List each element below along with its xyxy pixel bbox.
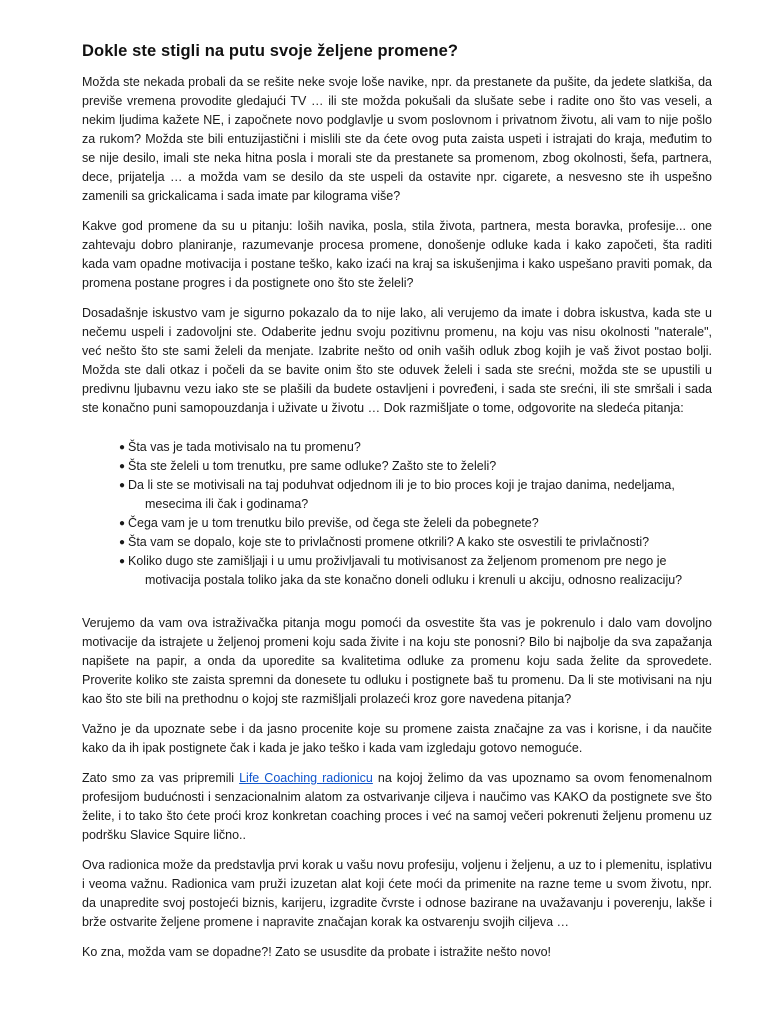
bullet-icon: ● — [119, 480, 126, 491]
page-title: Dokle ste stigli na putu svoje željene promene? — [82, 42, 459, 60]
paragraph-8: Ko zna, možda vam se dopadne?! Zato se ususdite da probate i istražite nešto novo! — [82, 945, 552, 959]
list-item: ● Koliko dugo ste zamišljaji i u umu proživljavali tu motivisanost za željenom promenom pre nego je motivacija postala toliko jaka da ste konačno doneli odluku i krenuli u akciju, odnosno realizaciju? — [119, 554, 683, 587]
paragraph-7: Ova radionica može da predstavlja prvi korak u vašu novu profesiju, voljenu i željenu, a uz to i plemenitu, isplativu i veoma važnu. Radionica vam pruži izuzetan alat koji ćete moći da primenite na razne teme u svom životu, npr. da unapredite svoj postojeći biznis, karijeru, izgradite čvrste i odnose bazirane na uvažavanju i poverenju, lakše i brže ostvarite željene promene i napravite značajan korak ka ostvarenju svojih ciljeva … — [82, 858, 712, 929]
paragraph-2: Kakve god promene da su u pitanju: loših navika, posla, stila života, partnera, mesta boravka, profesije... one zahtevaju dobro planiranje, razumevanje procesa promene, donošenje odluke kada i kako započeti, šta raditi kada vam opadne motivacija i postane teško, kako izaći na kraj sa iskušenjima i kako uspešano praviti pomak, da promena postane progres i da postignete ono što ste želeli? — [82, 219, 712, 290]
bullet-icon: ● — [119, 461, 126, 472]
list-item: ● Šta vam se dopalo, koje ste to privlačnosti promene otkrili? A kako ste osvestili te privlačnosti? — [120, 533, 712, 552]
list-item: ● Šta ste želeli u tom trenutku, pre same odluke? Zašto ste to želeli? — [120, 457, 712, 476]
bullet-icon: ● — [119, 442, 126, 453]
paragraph-5: Važno je da upoznate sebe i da jasno procenite koje su promene zaista značajne za vas i korisne, i da naučite kako da ih ipak postignete čak i kada je jako teško i kada vam izgledaju gotovo nemoguće. — [82, 722, 712, 755]
question-list — [82, 438, 712, 590]
bullet-icon: ● — [119, 537, 126, 548]
life-coaching-link[interactable]: Life Coaching radionicu — [239, 771, 373, 785]
list-item: ● Šta vas je tada motivisalo na tu promenu? — [120, 438, 712, 457]
bullet-icon: ● — [119, 518, 126, 529]
list-item: ● Da li ste se motivisali na taj poduhvat odjednom ili je to bio proces koji je trajao danima, nedeljama, mesecima ili čak i godinama? — [119, 478, 675, 511]
bullet-icon: ● — [119, 556, 126, 567]
paragraph-1: Možda ste nekada probali da se rešite neke svoje loše navike, npr. da prestanete da pušite, da jedete slatkiša, da previše vremena provodite gledajući TV … ili ste možda pokušali da slušate sebe i radite ono što vas veseli, a nekim ljudima kažete NE, i započnete novo podglavlje u svom poslovnom i privatnom životu, ali vam to nije pošlo za rukom? Možda ste bili entuzijastični i mislili ste da ćete ovog puta zaista uspeti i istrajati do kraja, međutim to se nije desilo, imali ste neka hitna posla i morali ste da prestanete sa promenom, zbog okolnosti, šefa, partnera, dece, prijatelja … a možda vam se desilo da ste uspeli da ostavite npr. cigarete, a nesvesno ste ih uspešno zamenili sa grickalicama i sada imate par kilograma više? — [82, 75, 712, 203]
paragraph-6: Zato smo za vas pripremili Life Coaching radionicu na kojoj želimo da vas upoznamo sa ovom fenomenalnom profesijom budućnosti i senzacionalnim alatom za ostvarivanje ciljeva i naučimo vas KAKO da postignete sve što želite, i to tako što ćete proći kroz konkretan coaching proces i već na samoj večeri pokrenuti željenu promenu uz podršku Slavice Squire lično.. — [82, 771, 712, 842]
paragraph-4: Verujemo da vam ova istraživačka pitanja mogu pomoći da osvestite šta vas je pokrenulo i dalo vam dovoljno motivacije da istrajete u željenoj promeni koju sada živite i na koju ste ponosni? Bilo bi najbolje da sva zapažanja napišete na papir, a onda da uporedite sa kvalitetima odluke za promenu koju sada želite da sprovedete. Proverite koliko ste zaista spremni da donesete tu odluku i postignete baš tu promenu. Da li ste motivisani na nju kao što ste bili na prethodnu o kojoj ste razmišljali prolazeći kroz gore navedena pitanja? — [82, 616, 712, 706]
paragraph-3: Dosadašnje iskustvo vam je sigurno pokazalo da to nije lako, ali verujemo da imate i dobra iskustva, kada ste u nečemu uspeli i zadovoljni ste. Odaberite jednu svoju pozitivnu promenu, na koju vas nisu okolnosti "naterale", već nešto što ste sami želeli da menjate. Izabrite nešto od onih vaših odluk zbog kojih je vaš život postao bolji. Možda ste dali otkaz i počeli da se bavite onim što ste oduvek želeli i sada ste srećni, možda ste se upustili u predivnu ljubavnu vezu iako ste se plašili da budete ostavljeni i povređeni, i sada ste srećni, ili ste smršali i sada ste konačno puni samopouzdanja i uživate u životu … Dok razmišljate o tome, odgovorite na sledeća pitanja: — [82, 306, 712, 415]
list-item: ● Čega vam je u tom trenutku bilo previše, od čega ste želeli da pobegnete? — [120, 514, 712, 533]
